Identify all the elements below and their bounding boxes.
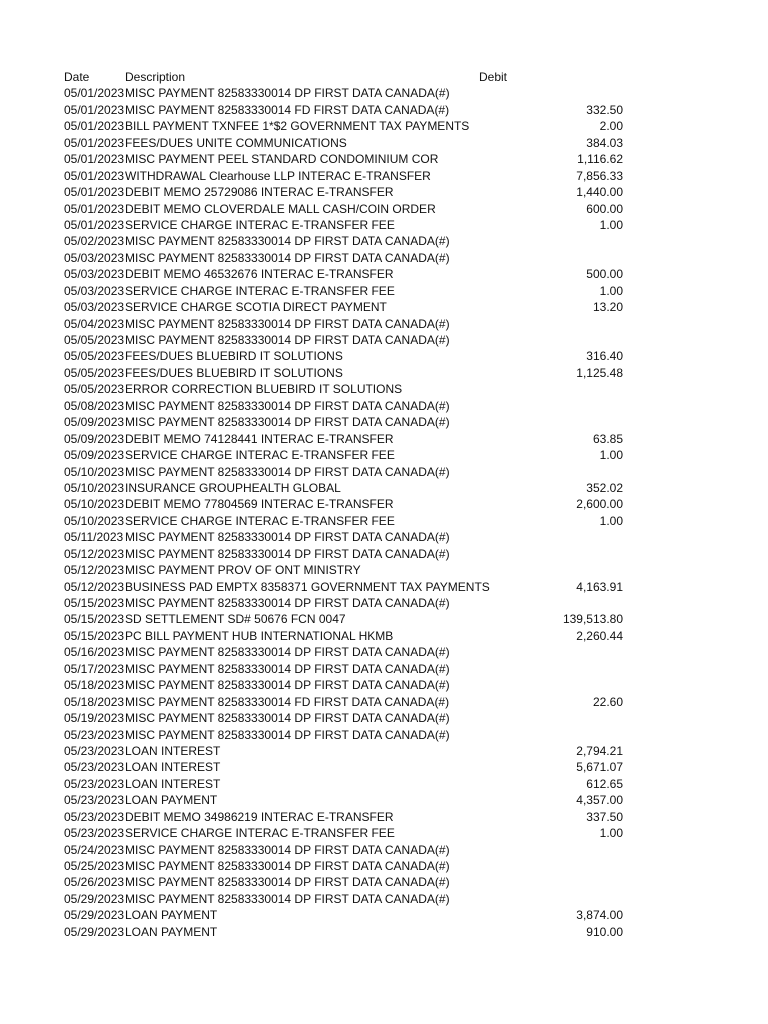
row-date: 05/01/2023 — [64, 102, 125, 117]
column-header-debit: Debit — [479, 70, 508, 84]
row-date: 05/09/2023 — [64, 415, 125, 430]
row-date: 05/01/2023 — [64, 152, 125, 167]
table-row — [64, 579, 664, 595]
row-date: 05/15/2023 — [64, 596, 125, 610]
row-date: 05/26/2023 — [64, 875, 125, 890]
row-date: 05/01/2023 — [64, 86, 125, 101]
row-description: MISC PAYMENT 82583330014 DP FIRST DATA CANADA(#) — [125, 727, 450, 742]
row-description: WITHDRAWAL Clearhouse LLP INTERAC E-TRANSFER — [125, 168, 431, 183]
row-description: MISC PAYMENT 82583330014 DP FIRST DATA CANADA(#) — [125, 398, 450, 413]
row-date: 05/29/2023 — [64, 891, 125, 906]
row-date: 05/19/2023 — [64, 711, 125, 726]
row-date: 05/01/2023 — [64, 135, 125, 150]
row-description: DEBIT MEMO CLOVERDALE MALL CASH/COIN ORDER — [125, 201, 436, 216]
row-description: MISC PAYMENT 82583330014 DP FIRST DATA CANADA(#) — [125, 842, 450, 857]
row-date: 05/18/2023 — [64, 678, 125, 693]
column-header-description: Description — [125, 70, 186, 84]
row-date: 05/09/2023 — [64, 448, 125, 463]
row-debit: 2,600.00 — [576, 497, 623, 512]
table-row — [64, 184, 664, 200]
row-date: 05/16/2023 — [64, 645, 125, 660]
row-description: SERVICE CHARGE INTERAC E-TRANSFER FEE — [125, 513, 395, 528]
table-row — [64, 365, 664, 381]
table-row — [64, 316, 664, 332]
table-row — [64, 480, 664, 496]
row-description: MISC PAYMENT 82583330014 DP FIRST DATA CANADA(#) — [125, 464, 450, 479]
row-description: LOAN PAYMENT — [125, 908, 218, 923]
row-date: 05/23/2023 — [64, 793, 125, 808]
row-description: LOAN PAYMENT — [125, 793, 218, 808]
row-description: FEES/DUES UNITE COMMUNICATIONS — [125, 135, 347, 150]
row-debit: 352.02 — [586, 480, 623, 495]
row-date: 05/23/2023 — [64, 776, 125, 791]
table-row — [64, 431, 664, 447]
table-row — [64, 201, 664, 217]
row-date: 05/23/2023 — [64, 760, 125, 775]
row-description: SERVICE CHARGE INTERAC E-TRANSFER FEE — [125, 217, 395, 232]
table-row — [64, 924, 664, 940]
row-description: DEBIT MEMO 77804569 INTERAC E-TRANSFER — [125, 497, 394, 512]
row-description: SD SETTLEMENT SD# 50676 FCN 0047 — [125, 612, 346, 627]
row-debit: 316.40 — [586, 349, 623, 364]
row-description: DEBIT MEMO 34986219 INTERAC E-TRANSFER — [125, 809, 394, 824]
row-debit: 384.03 — [586, 135, 623, 150]
row-debit: 337.50 — [586, 809, 623, 824]
row-description: MISC PAYMENT 82583330014 FD FIRST DATA CANADA(#) — [125, 694, 450, 709]
table-row — [64, 628, 664, 644]
row-description: SERVICE CHARGE INTERAC E-TRANSFER FEE — [125, 448, 395, 463]
row-description: FEES/DUES BLUEBIRD IT SOLUTIONS — [125, 349, 343, 364]
row-debit: 1.00 — [599, 217, 623, 232]
row-debit: 4,163.91 — [576, 579, 623, 594]
table-row — [64, 710, 664, 726]
row-debit: 2,794.21 — [576, 743, 623, 758]
row-debit: 600.00 — [586, 201, 623, 216]
row-date: 05/24/2023 — [64, 842, 125, 857]
row-debit: 332.50 — [586, 102, 623, 117]
row-date: 05/01/2023 — [64, 185, 125, 200]
row-date: 05/12/2023 — [64, 563, 125, 578]
table-row — [64, 661, 664, 677]
row-debit: 4,357.00 — [576, 793, 623, 808]
table-row — [64, 562, 664, 578]
row-description: MISC PAYMENT 82583330014 DP FIRST DATA CANADA(#) — [125, 86, 450, 101]
row-date: 05/25/2023 — [64, 859, 125, 873]
row-date: 05/05/2023 — [64, 333, 125, 347]
row-description: MISC PAYMENT PEEL STANDARD CONDOMINIUM COR — [125, 152, 439, 167]
row-date: 05/23/2023 — [64, 826, 125, 841]
row-description: MISC PAYMENT 82583330014 DP FIRST DATA CANADA(#) — [125, 596, 450, 610]
row-debit: 1,116.62 — [577, 152, 623, 167]
row-debit: 1.00 — [599, 283, 623, 298]
row-debit: 7,856.33 — [576, 168, 623, 183]
row-description: SERVICE CHARGE INTERAC E-TRANSFER FEE — [125, 283, 395, 298]
row-description: LOAN PAYMENT — [125, 924, 218, 939]
table-row — [64, 381, 664, 397]
table-row — [64, 907, 664, 923]
row-description: MISC PAYMENT 82583330014 DP FIRST DATA CANADA(#) — [125, 546, 450, 561]
row-description: MISC PAYMENT 82583330014 DP FIRST DATA CANADA(#) — [125, 415, 450, 430]
table-row — [64, 217, 664, 233]
row-date: 05/01/2023 — [64, 168, 125, 183]
table-row — [64, 151, 664, 167]
row-description: MISC PAYMENT 82583330014 DP FIRST DATA CANADA(#) — [125, 250, 450, 265]
table-row — [64, 250, 664, 266]
row-debit: 2,260.44 — [576, 628, 623, 643]
row-date: 05/29/2023 — [64, 908, 125, 923]
table-row — [64, 102, 664, 118]
table-row — [64, 85, 664, 101]
table-row — [64, 759, 664, 775]
row-debit: 63.85 — [592, 431, 623, 446]
row-debit: 1.00 — [599, 513, 623, 528]
table-row — [64, 825, 664, 841]
row-description: DEBIT MEMO 25729086 INTERAC E-TRANSFER — [125, 185, 394, 200]
row-description: FEES/DUES BLUEBIRD IT SOLUTIONS — [125, 365, 343, 380]
table-row — [64, 809, 664, 825]
table-row — [64, 513, 664, 529]
row-date: 05/05/2023 — [64, 349, 125, 364]
row-date: 05/10/2023 — [64, 480, 125, 495]
table-row — [64, 299, 664, 315]
table-row — [64, 644, 664, 660]
table-row — [64, 595, 664, 611]
row-debit: 1.00 — [599, 826, 623, 841]
row-debit: 3,874.00 — [576, 908, 623, 923]
table-row — [64, 496, 664, 512]
row-debit: 500.00 — [586, 267, 623, 282]
table-row — [64, 266, 664, 282]
table-row — [64, 842, 664, 858]
row-description: ERROR CORRECTION BLUEBIRD IT SOLUTIONS — [125, 382, 403, 397]
table-row — [64, 874, 664, 890]
table-row — [64, 398, 664, 414]
table-row — [64, 677, 664, 693]
row-date: 05/17/2023 — [64, 661, 125, 676]
row-description: MISC PAYMENT 82583330014 DP FIRST DATA CANADA(#) — [125, 316, 450, 331]
row-debit: 139,513.80 — [562, 612, 623, 627]
row-date: 05/23/2023 — [64, 727, 125, 742]
row-date: 05/10/2023 — [64, 464, 125, 479]
table-row — [64, 447, 664, 463]
table-row — [64, 776, 664, 792]
row-date: 05/03/2023 — [64, 267, 125, 282]
table-row — [64, 611, 664, 627]
table-row — [64, 792, 664, 808]
table-row — [64, 464, 664, 480]
row-description: DEBIT MEMO 46532676 INTERAC E-TRANSFER — [125, 267, 394, 282]
row-date: 05/11/2023 — [64, 530, 124, 545]
row-debit: 1.00 — [599, 448, 623, 463]
row-date: 05/02/2023 — [64, 234, 125, 249]
table-row — [64, 348, 664, 364]
row-debit: 22.60 — [592, 694, 623, 709]
row-date: 05/29/2023 — [64, 924, 125, 939]
row-description: MISC PAYMENT 82583330014 FD FIRST DATA CANADA(#) — [125, 102, 450, 117]
row-description: MISC PAYMENT 82583330014 DP FIRST DATA CANADA(#) — [125, 645, 450, 660]
row-date: 05/03/2023 — [64, 283, 125, 298]
row-date: 05/23/2023 — [64, 809, 125, 824]
header-row — [64, 69, 664, 85]
table-row — [64, 743, 664, 759]
table-row — [64, 727, 664, 743]
row-date: 05/12/2023 — [64, 579, 125, 594]
row-date: 05/03/2023 — [64, 250, 125, 265]
row-date: 05/04/2023 — [64, 316, 125, 331]
table-row — [64, 546, 664, 562]
row-date: 05/01/2023 — [64, 201, 125, 216]
row-description: MISC PAYMENT 82583330014 DP FIRST DATA CANADA(#) — [125, 530, 450, 545]
row-date: 05/10/2023 — [64, 497, 125, 512]
row-date: 05/10/2023 — [64, 513, 125, 528]
table-row — [64, 529, 664, 545]
row-debit: 910.00 — [586, 924, 623, 939]
row-debit: 1,440.00 — [576, 185, 623, 200]
row-date: 05/15/2023 — [64, 628, 125, 643]
row-date: 05/09/2023 — [64, 431, 125, 446]
row-description: DEBIT MEMO 74128441 INTERAC E-TRANSFER — [125, 431, 394, 446]
row-description: MISC PAYMENT 82583330014 DP FIRST DATA CANADA(#) — [125, 678, 450, 693]
table-row — [64, 694, 664, 710]
row-date: 05/12/2023 — [64, 546, 125, 561]
row-description: MISC PAYMENT 82583330014 DP FIRST DATA CANADA(#) — [125, 333, 450, 347]
row-description: LOAN INTEREST — [125, 743, 221, 758]
column-header-date: Date — [64, 70, 90, 84]
table-row — [64, 168, 664, 184]
table-row — [64, 233, 664, 249]
table-row — [64, 891, 664, 907]
row-date: 05/03/2023 — [64, 300, 125, 315]
row-date: 05/15/2023 — [64, 612, 125, 627]
row-date: 05/23/2023 — [64, 743, 125, 758]
table-row — [64, 283, 664, 299]
row-date: 05/08/2023 — [64, 398, 125, 413]
row-description: BUSINESS PAD EMPTX 8358371 GOVERNMENT TAX PAYMENTS — [125, 579, 490, 594]
row-debit: 13.20 — [592, 300, 623, 315]
table-row — [64, 135, 664, 151]
row-description: MISC PAYMENT 82583330014 DP FIRST DATA CANADA(#) — [125, 859, 450, 873]
row-description: SERVICE CHARGE SCOTIA DIRECT PAYMENT — [125, 300, 387, 315]
table-row — [64, 332, 664, 348]
row-description: SERVICE CHARGE INTERAC E-TRANSFER FEE — [125, 826, 395, 841]
row-description: MISC PAYMENT 82583330014 DP FIRST DATA CANADA(#) — [125, 661, 450, 676]
row-description: LOAN INTEREST — [125, 760, 221, 775]
row-debit: 2.00 — [599, 119, 623, 134]
row-description: MISC PAYMENT 82583330014 DP FIRST DATA CANADA(#) — [125, 234, 450, 249]
row-debit: 612.65 — [586, 776, 623, 791]
row-date: 05/18/2023 — [64, 694, 125, 709]
row-description: LOAN INTEREST — [125, 776, 221, 791]
row-description: PC BILL PAYMENT HUB INTERNATIONAL HKMB — [125, 628, 394, 643]
row-description: MISC PAYMENT 82583330014 DP FIRST DATA CANADA(#) — [125, 891, 450, 906]
transaction-rows — [64, 85, 664, 940]
row-description: MISC PAYMENT 82583330014 DP FIRST DATA CANADA(#) — [125, 711, 450, 726]
table-row — [64, 118, 664, 134]
table-row — [64, 858, 664, 874]
row-date: 05/01/2023 — [64, 119, 125, 134]
transactions-sheet — [64, 69, 664, 940]
row-description: MISC PAYMENT 82583330014 DP FIRST DATA CANADA(#) — [125, 875, 450, 890]
row-description: BILL PAYMENT TXNFEE 1*$2 GOVERNMENT TAX PAYMENTS — [125, 119, 470, 134]
row-date: 05/01/2023 — [64, 217, 125, 232]
row-debit: 1,125.48 — [576, 365, 623, 380]
row-description: INSURANCE GROUPHEALTH GLOBAL — [125, 480, 341, 495]
row-debit: 5,671.07 — [576, 760, 623, 775]
row-date: 05/05/2023 — [64, 365, 125, 380]
row-date: 05/05/2023 — [64, 382, 125, 397]
table-row — [64, 414, 664, 430]
row-description: MISC PAYMENT PROV OF ONT MINISTRY — [125, 563, 361, 578]
